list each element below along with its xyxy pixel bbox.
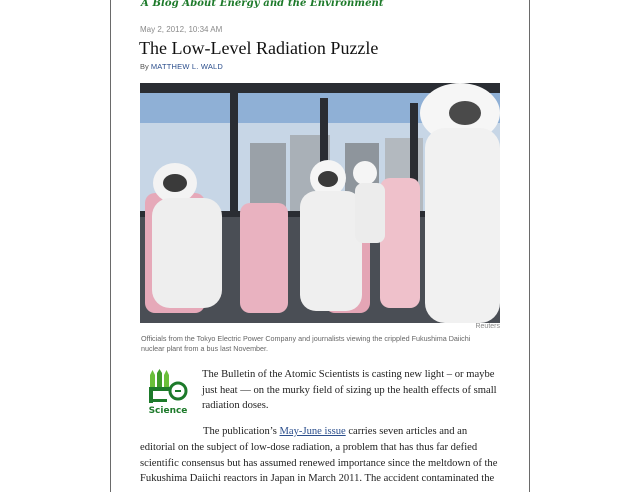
blog-tagline[interactable]: A Blog About Energy and the Environment (141, 0, 384, 9)
article-dateline: May 2, 2012, 10:34 AM (140, 25, 223, 34)
article-photo (140, 83, 500, 323)
science-label[interactable]: Science (148, 406, 188, 416)
byline-prefix: By (140, 62, 149, 71)
p2-text-before: The publication’s (203, 426, 280, 437)
article-page (110, 0, 530, 492)
author-link[interactable]: MATTHEW L. WALD (150, 62, 224, 71)
photo-credit: Reuters (475, 323, 500, 330)
body-paragraph-1: The Bulletin of the Atomic Scientists is casting new light – or maybe just heat — on the murky field of sizing up the health effects of small radiation doses. (202, 369, 497, 411)
bus-interior-photo (140, 83, 500, 323)
body-paragraph-2 (140, 424, 502, 487)
p2-text-after: carries seven articles and an editorial on the subject of low-dose radiation, a problem that has thus far defied scientific consensus but has assumed renewed importance since the meltdown of the Fukushima Daiichi reactors in Japan in March 2011. The accident contaminated the (140, 426, 498, 485)
photo-caption: Officials from the Tokyo Electric Power Company and journalists viewing the crippled Fukushima Daiichi nuclear plant from a bus last November. (141, 334, 471, 353)
article-title: The Low-Level Radiation Puzzle (139, 38, 379, 58)
may-june-issue-link[interactable]: May-June issue (279, 426, 346, 437)
article-byline (140, 62, 223, 71)
